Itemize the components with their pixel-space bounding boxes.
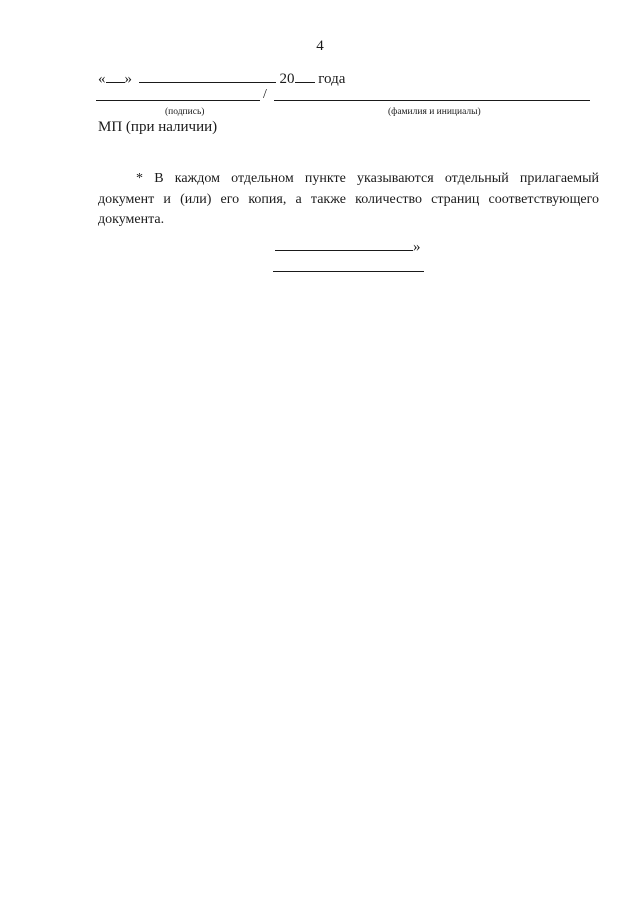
stamp-label: МП (при наличии) [98,119,218,135]
signature-separator: / [263,87,267,102]
year-blank [295,70,315,83]
open-quote: « [98,71,106,87]
footnote: * В каждом отдельном пункте указываются отдельный прилагаемый документ и (или) его копия, а также количество страниц соответствующего документа. [98,171,599,227]
year-word: года [318,71,346,87]
closing-quote: » [413,239,421,255]
closing-line [273,271,424,272]
page-number: 4 [316,38,324,54]
month-blank [139,70,276,83]
year-prefix: 20 [279,71,295,87]
signature-line [96,100,260,101]
close-quote: » [124,71,132,87]
closing-quote-line [275,238,421,256]
date-line [98,70,345,88]
day-blank [106,70,125,83]
name-line [274,100,590,101]
signature-row [96,88,596,104]
name-caption: (фамилия и инициалы) [388,107,481,117]
signature-caption: (подпись) [165,107,205,117]
closing-blank [275,238,413,251]
